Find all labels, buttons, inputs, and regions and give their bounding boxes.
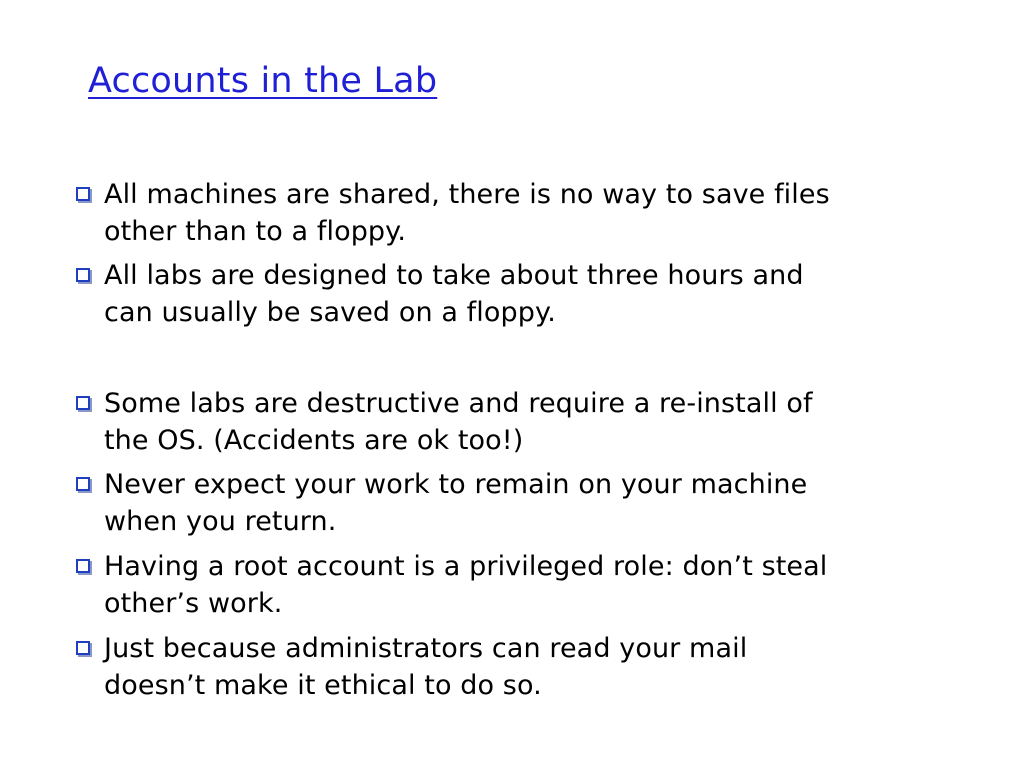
bullet-item [76, 385, 976, 459]
bullet-item [76, 257, 976, 331]
bullet-item [76, 466, 976, 540]
checkbox-icon [76, 268, 90, 282]
checkbox-icon [76, 477, 90, 491]
bullet-text: Just because administrators can read your mail doesn’t make it ethical to do so. [104, 633, 748, 701]
bullet-text: All machines are shared, there is no way to save files other than to a floppy. [104, 179, 830, 247]
bullet-text: All labs are designed to take about three hours and can usually be saved on a floppy. [104, 260, 804, 328]
bullet-text: Having a root account is a privileged role: don’t steal other’s work. [104, 551, 828, 619]
bullet-item [76, 630, 976, 704]
checkbox-icon [76, 396, 90, 410]
checkbox-icon [76, 641, 90, 655]
slide-title: Accounts in the Lab [88, 61, 438, 101]
bullet-text: Never expect your work to remain on your machine when you return. [104, 469, 808, 537]
bullet-item [76, 548, 976, 622]
checkbox-icon [76, 559, 90, 573]
bullet-item [76, 176, 976, 250]
bullet-text: Some labs are destructive and require a re-install of the OS. (Accidents are ok too!) [104, 388, 813, 456]
checkbox-icon [76, 187, 90, 201]
